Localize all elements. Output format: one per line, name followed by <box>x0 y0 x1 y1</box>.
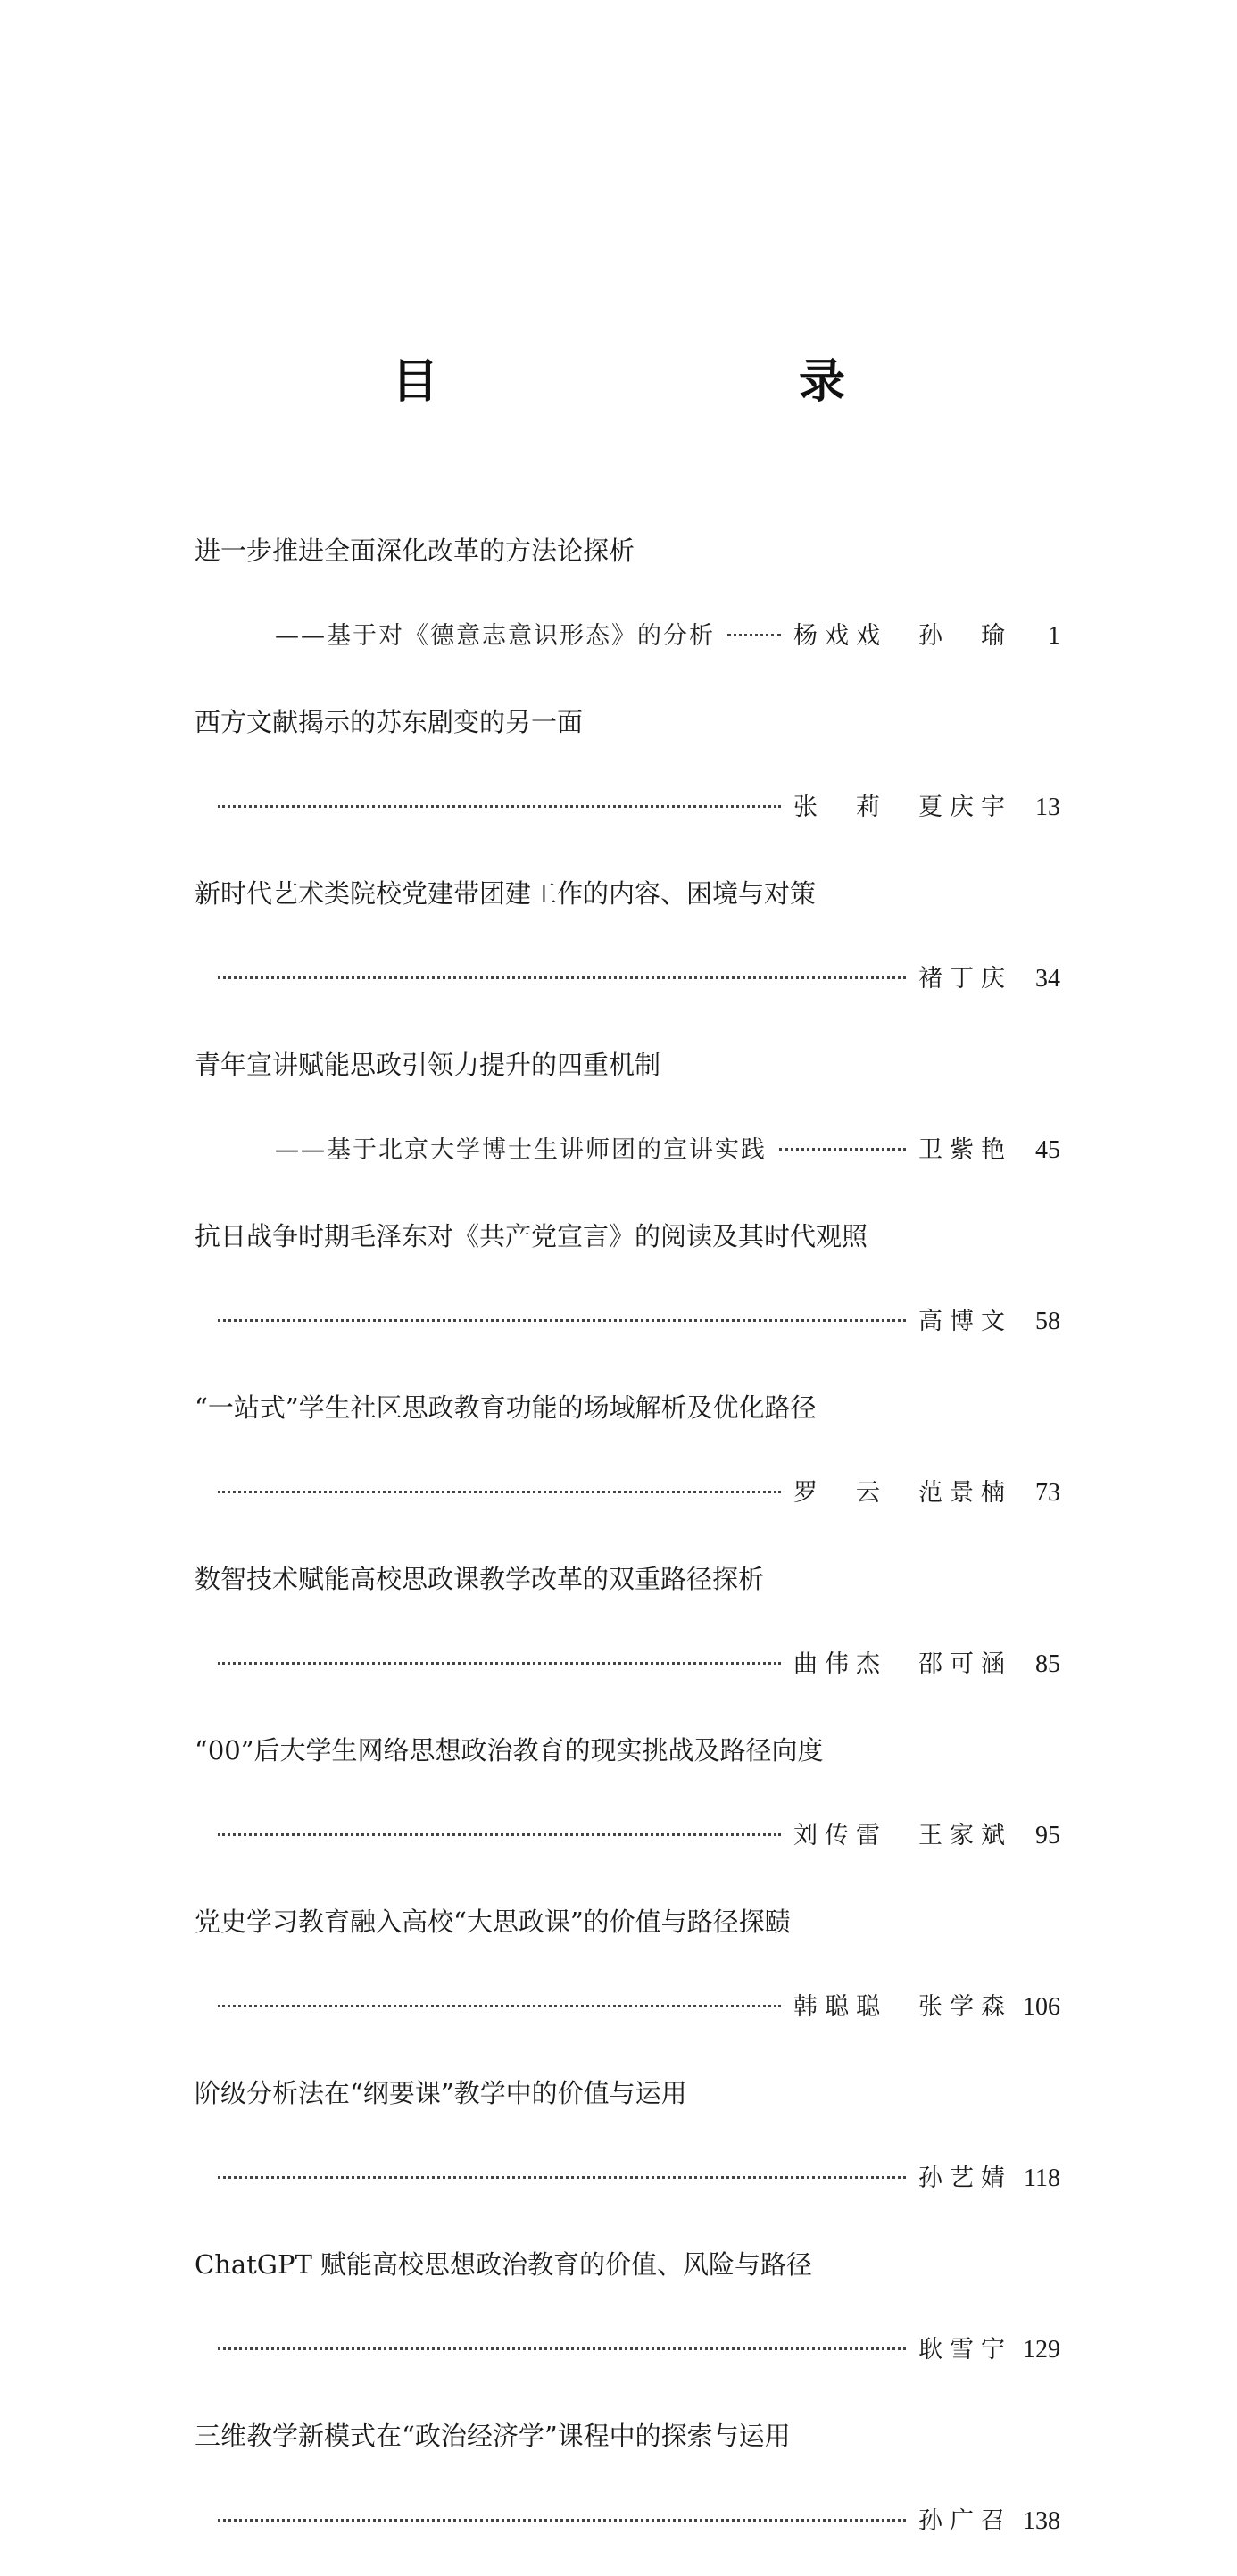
toc-entry-detail <box>195 1462 1060 1548</box>
toc-entry-detail <box>195 777 1060 862</box>
dot-leader <box>218 976 906 979</box>
toc-entry-title: 党史学习教育融入高校“大思政课”的价值与路径探赜 <box>195 1907 791 1937</box>
toc-entry <box>195 1719 1060 1890</box>
toc-entry-title: 数智技术赋能高校思政课教学改革的双重路径探析 <box>195 1564 765 1594</box>
toc-entry <box>195 1205 1060 1376</box>
toc-entry-title: ChatGPT 赋能高校思想政治教育的价值、风险与路径 <box>195 2249 813 2280</box>
dot-leader <box>779 1148 906 1151</box>
dot-leader <box>218 2176 906 2179</box>
toc-entry-detail <box>195 1119 1060 1205</box>
toc-entry <box>195 2233 1060 2405</box>
toc-entry-title: 青年宣讲赋能思政引领力提升的四重机制 <box>195 1050 661 1080</box>
toc-entry-title: 西方文献揭示的苏东剧变的另一面 <box>195 707 584 737</box>
toc-entry-page-number: 45 <box>1035 1136 1060 1164</box>
toc-entry <box>195 1376 1060 1548</box>
toc-entry-detail <box>195 1976 1060 2062</box>
toc-entry-page-number: 85 <box>1035 1650 1060 1678</box>
toc-entry-page-number: 34 <box>1035 965 1060 993</box>
toc-entry-title: 进一步推进全面深化改革的方法论探析 <box>195 536 635 566</box>
toc-entry-subtitle: ——基于对《德意志意识形态》的分析 <box>275 622 715 650</box>
dot-leader <box>218 1319 906 1322</box>
toc-entry-title: 抗日战争时期毛泽东对《共产党宣言》的阅读及其时代观照 <box>195 1221 868 1251</box>
toc-entry <box>195 1890 1060 2062</box>
table-of-contents <box>195 519 1060 2576</box>
toc-entry-page-number: 95 <box>1035 1822 1060 1849</box>
toc-entry-authors: 耿雪宁 <box>918 2336 1012 2364</box>
dot-leader <box>218 805 781 808</box>
toc-entry <box>195 2062 1060 2233</box>
toc-entry-authors: 罗 云 范景楠 <box>793 1479 1012 1507</box>
toc-entry <box>195 519 1060 691</box>
page-title: 目 录 <box>391 354 934 409</box>
toc-entry-detail <box>195 948 1060 1034</box>
toc-entry-detail <box>195 1633 1060 1719</box>
toc-entry-page-number: 138 <box>1023 2507 1060 2535</box>
toc-entry-detail <box>195 2148 1060 2233</box>
toc-entry-page-number: 118 <box>1024 2165 1060 2192</box>
dot-leader <box>218 1662 781 1665</box>
toc-entry <box>195 1034 1060 1205</box>
toc-entry-page-number: 13 <box>1035 794 1060 821</box>
toc-entry-detail <box>195 2490 1060 2576</box>
dot-leader <box>218 2519 906 2522</box>
toc-entry-authors: 杨戏戏 孙 瑜 <box>793 622 1012 650</box>
toc-entry-authors: 孙艺婧 <box>918 2165 1012 2192</box>
dot-leader <box>218 1833 781 1836</box>
toc-entry <box>195 862 1060 1034</box>
dot-leader <box>218 2347 906 2350</box>
toc-entry-authors: 韩聪聪 张学森 <box>793 1993 1012 2021</box>
toc-entry-subtitle: ——基于北京大学博士生讲师团的宣讲实践 <box>275 1136 767 1164</box>
toc-entry-detail <box>195 605 1060 691</box>
toc-entry-page-number: 129 <box>1023 2336 1060 2364</box>
toc-entry-title: 三维教学新模式在“政治经济学”课程中的探索与运用 <box>195 2421 791 2451</box>
toc-entry-authors: 孙广召 <box>918 2507 1012 2535</box>
toc-entry-page-number: 73 <box>1035 1479 1060 1507</box>
toc-entry-title: 阶级分析法在“纲要课”教学中的价值与运用 <box>195 2078 687 2108</box>
toc-entry-page-number: 58 <box>1035 1308 1060 1335</box>
toc-entry-authors: 卫紫艳 <box>918 1136 1012 1164</box>
toc-entry-title: 新时代艺术类院校党建带团建工作的内容、困境与对策 <box>195 878 817 909</box>
dot-leader <box>218 2005 781 2007</box>
dot-leader <box>218 1491 781 1493</box>
toc-entry-detail <box>195 2319 1060 2405</box>
toc-entry-authors: 高博文 <box>918 1308 1012 1335</box>
toc-entry-title: “00”后大学生网络思想政治教育的现实挑战及路径向度 <box>195 1735 824 1766</box>
toc-entry-authors: 刘传雷 王家斌 <box>793 1822 1012 1849</box>
toc-entry <box>195 691 1060 862</box>
toc-entry-title: “一站式”学生社区思政教育功能的场域解析及优化路径 <box>195 1392 817 1423</box>
toc-entry-page-number: 1 <box>1048 622 1060 650</box>
toc-entry <box>195 1548 1060 1719</box>
dot-leader <box>727 634 781 636</box>
toc-entry-page-number: 106 <box>1023 1993 1060 2021</box>
toc-entry <box>195 2405 1060 2576</box>
toc-entry-authors: 曲伟杰 邵可涵 <box>793 1650 1012 1678</box>
toc-entry-authors: 张 莉 夏庆宇 <box>793 794 1012 821</box>
toc-entry-detail <box>195 1805 1060 1890</box>
toc-entry-detail <box>195 1291 1060 1376</box>
toc-entry-authors: 褚丁庆 <box>918 965 1012 993</box>
